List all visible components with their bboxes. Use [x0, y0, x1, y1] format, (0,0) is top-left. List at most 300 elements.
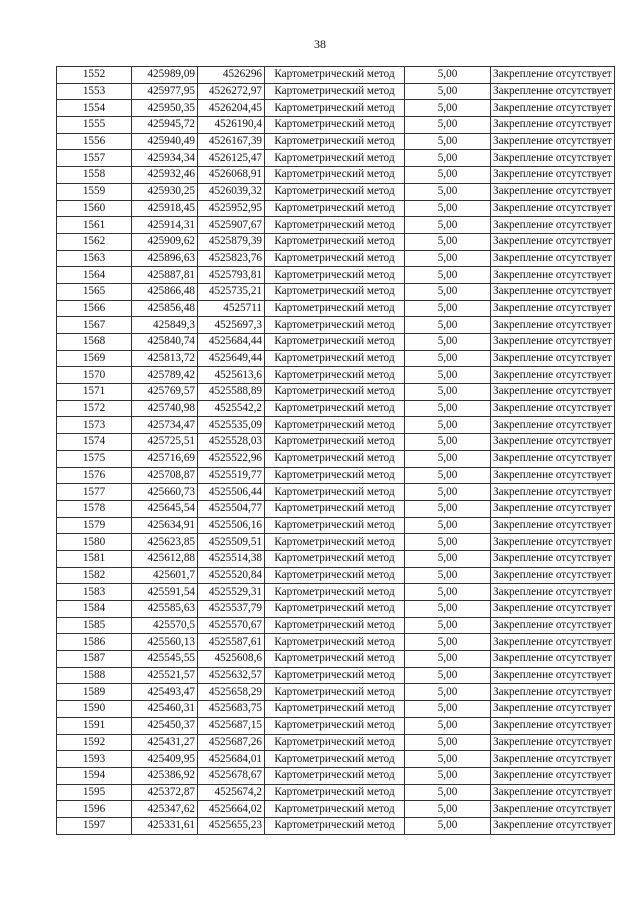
fixation-cell: Закрепление отсутствует [491, 400, 615, 417]
x-coordinate-cell: 425560,13 [132, 634, 198, 651]
table-row [57, 200, 615, 217]
y-coordinate-cell: 4525504,77 [198, 500, 265, 517]
point-number-cell: 1595 [57, 784, 132, 801]
point-number-cell: 1560 [57, 200, 132, 217]
fixation-cell: Закрепление отсутствует [491, 767, 615, 784]
point-number-cell: 1559 [57, 183, 132, 200]
method-cell: Картометрический метод [265, 784, 405, 801]
precision-cell: 5,00 [405, 83, 491, 100]
y-coordinate-cell: 4525655,23 [198, 817, 265, 834]
point-number-cell: 1576 [57, 467, 132, 484]
table-body [57, 67, 615, 835]
method-cell: Картометрический метод [265, 334, 405, 351]
point-number-cell: 1563 [57, 250, 132, 267]
point-number-cell: 1566 [57, 300, 132, 317]
table-row [57, 601, 615, 618]
precision-cell: 5,00 [405, 500, 491, 517]
fixation-cell: Закрепление отсутствует [491, 500, 615, 517]
point-number-cell: 1597 [57, 817, 132, 834]
y-coordinate-cell: 4525632,57 [198, 667, 265, 684]
x-coordinate-cell: 425950,35 [132, 100, 198, 117]
method-cell: Картометрический метод [265, 283, 405, 300]
table-row [57, 250, 615, 267]
table-row [57, 617, 615, 634]
point-number-cell: 1558 [57, 167, 132, 184]
table-row [57, 117, 615, 134]
fixation-cell: Закрепление отсутствует [491, 434, 615, 451]
precision-cell: 5,00 [405, 617, 491, 634]
table-row [57, 167, 615, 184]
x-coordinate-cell: 425769,57 [132, 384, 198, 401]
point-number-cell: 1565 [57, 283, 132, 300]
method-cell: Картометрический метод [265, 150, 405, 167]
table-row [57, 217, 615, 234]
method-cell: Картометрический метод [265, 267, 405, 284]
x-coordinate-cell: 425347,62 [132, 801, 198, 818]
precision-cell: 5,00 [405, 634, 491, 651]
y-coordinate-cell: 4525649,44 [198, 350, 265, 367]
x-coordinate-cell: 425372,87 [132, 784, 198, 801]
point-number-cell: 1585 [57, 617, 132, 634]
method-cell: Картометрический метод [265, 350, 405, 367]
x-coordinate-cell: 425896,63 [132, 250, 198, 267]
fixation-cell: Закрепление отсутствует [491, 567, 615, 584]
table-row [57, 317, 615, 334]
x-coordinate-cell: 425716,69 [132, 450, 198, 467]
table-row [57, 450, 615, 467]
x-coordinate-cell: 425634,91 [132, 517, 198, 534]
y-coordinate-cell: 4525683,75 [198, 701, 265, 718]
method-cell: Картометрический метод [265, 701, 405, 718]
method-cell: Картометрический метод [265, 617, 405, 634]
point-number-cell: 1581 [57, 550, 132, 567]
y-coordinate-cell: 4525879,39 [198, 233, 265, 250]
table-row [57, 817, 615, 834]
point-number-cell: 1562 [57, 233, 132, 250]
method-cell: Картометрический метод [265, 550, 405, 567]
method-cell: Картометрический метод [265, 417, 405, 434]
table-row [57, 634, 615, 651]
y-coordinate-cell: 4525519,77 [198, 467, 265, 484]
point-number-cell: 1574 [57, 434, 132, 451]
fixation-cell: Закрепление отсутствует [491, 317, 615, 334]
point-number-cell: 1582 [57, 567, 132, 584]
fixation-cell: Закрепление отсутствует [491, 651, 615, 668]
point-number-cell: 1578 [57, 500, 132, 517]
precision-cell: 5,00 [405, 150, 491, 167]
y-coordinate-cell: 4525514,38 [198, 550, 265, 567]
table-row [57, 334, 615, 351]
precision-cell: 5,00 [405, 584, 491, 601]
table-row [57, 534, 615, 551]
method-cell: Картометрический метод [265, 100, 405, 117]
table-row [57, 484, 615, 501]
table-row [57, 701, 615, 718]
fixation-cell: Закрепление отсутствует [491, 117, 615, 134]
fixation-cell: Закрепление отсутствует [491, 450, 615, 467]
y-coordinate-cell: 4525537,79 [198, 601, 265, 618]
table-row [57, 801, 615, 818]
fixation-cell: Закрепление отсутствует [491, 817, 615, 834]
y-coordinate-cell: 4525522,96 [198, 450, 265, 467]
y-coordinate-cell: 4525793,81 [198, 267, 265, 284]
fixation-cell: Закрепление отсутствует [491, 300, 615, 317]
point-number-cell: 1570 [57, 367, 132, 384]
precision-cell: 5,00 [405, 784, 491, 801]
precision-cell: 5,00 [405, 450, 491, 467]
x-coordinate-cell: 425409,95 [132, 751, 198, 768]
fixation-cell: Закрепление отсутствует [491, 584, 615, 601]
method-cell: Картометрический метод [265, 517, 405, 534]
table-row [57, 434, 615, 451]
precision-cell: 5,00 [405, 267, 491, 284]
precision-cell: 5,00 [405, 217, 491, 234]
x-coordinate-cell: 425585,63 [132, 601, 198, 618]
y-coordinate-cell: 4526167,39 [198, 133, 265, 150]
method-cell: Картометрический метод [265, 751, 405, 768]
point-number-cell: 1552 [57, 67, 132, 84]
x-coordinate-cell: 425493,47 [132, 684, 198, 701]
precision-cell: 5,00 [405, 601, 491, 618]
y-coordinate-cell: 4525664,02 [198, 801, 265, 818]
precision-cell: 5,00 [405, 734, 491, 751]
y-coordinate-cell: 4525506,16 [198, 517, 265, 534]
precision-cell: 5,00 [405, 767, 491, 784]
method-cell: Картометрический метод [265, 601, 405, 618]
coordinates-table [56, 66, 615, 835]
precision-cell: 5,00 [405, 334, 491, 351]
table-row [57, 150, 615, 167]
fixation-cell: Закрепление отсутствует [491, 183, 615, 200]
precision-cell: 5,00 [405, 684, 491, 701]
y-coordinate-cell: 4525535,09 [198, 417, 265, 434]
precision-cell: 5,00 [405, 67, 491, 84]
method-cell: Картометрический метод [265, 67, 405, 84]
x-coordinate-cell: 425612,88 [132, 550, 198, 567]
fixation-cell: Закрепление отсутствует [491, 150, 615, 167]
fixation-cell: Закрепление отсутствует [491, 684, 615, 701]
x-coordinate-cell: 425331,61 [132, 817, 198, 834]
table-row [57, 784, 615, 801]
method-cell: Картометрический метод [265, 133, 405, 150]
method-cell: Картометрический метод [265, 317, 405, 334]
point-number-cell: 1592 [57, 734, 132, 751]
precision-cell: 5,00 [405, 400, 491, 417]
precision-cell: 5,00 [405, 484, 491, 501]
point-number-cell: 1575 [57, 450, 132, 467]
method-cell: Картометрический метод [265, 183, 405, 200]
x-coordinate-cell: 425570,5 [132, 617, 198, 634]
method-cell: Картометрический метод [265, 567, 405, 584]
table-row [57, 350, 615, 367]
table-row [57, 384, 615, 401]
point-number-cell: 1568 [57, 334, 132, 351]
fixation-cell: Закрепление отсутствует [491, 717, 615, 734]
x-coordinate-cell: 425660,73 [132, 484, 198, 501]
x-coordinate-cell: 425431,27 [132, 734, 198, 751]
table-row [57, 500, 615, 517]
y-coordinate-cell: 4526296 [198, 67, 265, 84]
method-cell: Картометрический метод [265, 767, 405, 784]
method-cell: Картометрический метод [265, 200, 405, 217]
fixation-cell: Закрепление отсутствует [491, 67, 615, 84]
precision-cell: 5,00 [405, 667, 491, 684]
y-coordinate-cell: 4525570,67 [198, 617, 265, 634]
table-row [57, 100, 615, 117]
y-coordinate-cell: 4526272,97 [198, 83, 265, 100]
point-number-cell: 1556 [57, 133, 132, 150]
fixation-cell: Закрепление отсутствует [491, 550, 615, 567]
point-number-cell: 1573 [57, 417, 132, 434]
table-row [57, 651, 615, 668]
x-coordinate-cell: 425645,54 [132, 500, 198, 517]
precision-cell: 5,00 [405, 550, 491, 567]
y-coordinate-cell: 4525528,03 [198, 434, 265, 451]
fixation-cell: Закрепление отсутствует [491, 384, 615, 401]
precision-cell: 5,00 [405, 300, 491, 317]
table-row [57, 233, 615, 250]
point-number-cell: 1586 [57, 634, 132, 651]
x-coordinate-cell: 425909,62 [132, 233, 198, 250]
method-cell: Картометрический метод [265, 250, 405, 267]
y-coordinate-cell: 4525658,29 [198, 684, 265, 701]
point-number-cell: 1557 [57, 150, 132, 167]
point-number-cell: 1553 [57, 83, 132, 100]
x-coordinate-cell: 425856,48 [132, 300, 198, 317]
method-cell: Картометрический метод [265, 651, 405, 668]
x-coordinate-cell: 425914,31 [132, 217, 198, 234]
method-cell: Картометрический метод [265, 717, 405, 734]
point-number-cell: 1580 [57, 534, 132, 551]
method-cell: Картометрический метод [265, 584, 405, 601]
table-row [57, 400, 615, 417]
fixation-cell: Закрепление отсутствует [491, 517, 615, 534]
point-number-cell: 1555 [57, 117, 132, 134]
precision-cell: 5,00 [405, 801, 491, 818]
y-coordinate-cell: 4525711 [198, 300, 265, 317]
fixation-cell: Закрепление отсутствует [491, 634, 615, 651]
table-row [57, 83, 615, 100]
x-coordinate-cell: 425521,57 [132, 667, 198, 684]
x-coordinate-cell: 425734,47 [132, 417, 198, 434]
x-coordinate-cell: 425623,85 [132, 534, 198, 551]
point-number-cell: 1583 [57, 584, 132, 601]
method-cell: Картометрический метод [265, 384, 405, 401]
point-number-cell: 1554 [57, 100, 132, 117]
x-coordinate-cell: 425708,87 [132, 467, 198, 484]
precision-cell: 5,00 [405, 717, 491, 734]
y-coordinate-cell: 4525509,51 [198, 534, 265, 551]
precision-cell: 5,00 [405, 817, 491, 834]
y-coordinate-cell: 4526068,91 [198, 167, 265, 184]
x-coordinate-cell: 425591,54 [132, 584, 198, 601]
method-cell: Картометрический метод [265, 367, 405, 384]
method-cell: Картометрический метод [265, 684, 405, 701]
precision-cell: 5,00 [405, 534, 491, 551]
fixation-cell: Закрепление отсутствует [491, 751, 615, 768]
x-coordinate-cell: 425930,25 [132, 183, 198, 200]
point-number-cell: 1593 [57, 751, 132, 768]
table-row [57, 550, 615, 567]
fixation-cell: Закрепление отсутствует [491, 233, 615, 250]
fixation-cell: Закрепление отсутствует [491, 467, 615, 484]
y-coordinate-cell: 4525735,21 [198, 283, 265, 300]
fixation-cell: Закрепление отсутствует [491, 601, 615, 618]
precision-cell: 5,00 [405, 250, 491, 267]
method-cell: Картометрический метод [265, 534, 405, 551]
fixation-cell: Закрепление отсутствует [491, 200, 615, 217]
fixation-cell: Закрепление отсутствует [491, 367, 615, 384]
precision-cell: 5,00 [405, 117, 491, 134]
precision-cell: 5,00 [405, 567, 491, 584]
table-row [57, 567, 615, 584]
method-cell: Картометрический метод [265, 484, 405, 501]
table-row [57, 684, 615, 701]
point-number-cell: 1567 [57, 317, 132, 334]
precision-cell: 5,00 [405, 751, 491, 768]
x-coordinate-cell: 425977,95 [132, 83, 198, 100]
y-coordinate-cell: 4525697,3 [198, 317, 265, 334]
precision-cell: 5,00 [405, 100, 491, 117]
point-number-cell: 1572 [57, 400, 132, 417]
x-coordinate-cell: 425918,45 [132, 200, 198, 217]
precision-cell: 5,00 [405, 467, 491, 484]
fixation-cell: Закрепление отсутствует [491, 217, 615, 234]
fixation-cell: Закрепление отсутствует [491, 784, 615, 801]
table-row [57, 183, 615, 200]
table-row [57, 267, 615, 284]
method-cell: Картометрический метод [265, 167, 405, 184]
table-row [57, 283, 615, 300]
method-cell: Картометрический метод [265, 83, 405, 100]
method-cell: Картометрический метод [265, 734, 405, 751]
fixation-cell: Закрепление отсутствует [491, 350, 615, 367]
method-cell: Картометрический метод [265, 450, 405, 467]
x-coordinate-cell: 425789,42 [132, 367, 198, 384]
method-cell: Картометрический метод [265, 217, 405, 234]
y-coordinate-cell: 4525687,15 [198, 717, 265, 734]
precision-cell: 5,00 [405, 651, 491, 668]
fixation-cell: Закрепление отсутствует [491, 334, 615, 351]
x-coordinate-cell: 425945,72 [132, 117, 198, 134]
precision-cell: 5,00 [405, 350, 491, 367]
fixation-cell: Закрепление отсутствует [491, 617, 615, 634]
y-coordinate-cell: 4525674,2 [198, 784, 265, 801]
table-row [57, 717, 615, 734]
fixation-cell: Закрепление отсутствует [491, 417, 615, 434]
y-coordinate-cell: 4525529,31 [198, 584, 265, 601]
precision-cell: 5,00 [405, 283, 491, 300]
table-row [57, 667, 615, 684]
precision-cell: 5,00 [405, 367, 491, 384]
precision-cell: 5,00 [405, 517, 491, 534]
x-coordinate-cell: 425813,72 [132, 350, 198, 367]
table-row [57, 767, 615, 784]
precision-cell: 5,00 [405, 384, 491, 401]
x-coordinate-cell: 425989,09 [132, 67, 198, 84]
precision-cell: 5,00 [405, 233, 491, 250]
y-coordinate-cell: 4525587,61 [198, 634, 265, 651]
method-cell: Картометрический метод [265, 233, 405, 250]
y-coordinate-cell: 4525952,95 [198, 200, 265, 217]
method-cell: Картометрический метод [265, 817, 405, 834]
precision-cell: 5,00 [405, 317, 491, 334]
precision-cell: 5,00 [405, 183, 491, 200]
y-coordinate-cell: 4526204,45 [198, 100, 265, 117]
table-row [57, 467, 615, 484]
table-row [57, 584, 615, 601]
y-coordinate-cell: 4526190,4 [198, 117, 265, 134]
y-coordinate-cell: 4525687,26 [198, 734, 265, 751]
fixation-cell: Закрепление отсутствует [491, 100, 615, 117]
y-coordinate-cell: 4525506,44 [198, 484, 265, 501]
method-cell: Картометрический метод [265, 634, 405, 651]
y-coordinate-cell: 4525684,44 [198, 334, 265, 351]
x-coordinate-cell: 425932,46 [132, 167, 198, 184]
y-coordinate-cell: 4525684,01 [198, 751, 265, 768]
precision-cell: 5,00 [405, 133, 491, 150]
x-coordinate-cell: 425934,34 [132, 150, 198, 167]
point-number-cell: 1587 [57, 651, 132, 668]
y-coordinate-cell: 4525542,2 [198, 400, 265, 417]
fixation-cell: Закрепление отсутствует [491, 701, 615, 718]
x-coordinate-cell: 425866,48 [132, 283, 198, 300]
x-coordinate-cell: 425840,74 [132, 334, 198, 351]
x-coordinate-cell: 425450,37 [132, 717, 198, 734]
table-row [57, 367, 615, 384]
x-coordinate-cell: 425740,98 [132, 400, 198, 417]
y-coordinate-cell: 4525823,76 [198, 250, 265, 267]
method-cell: Картометрический метод [265, 467, 405, 484]
y-coordinate-cell: 4526125,47 [198, 150, 265, 167]
precision-cell: 5,00 [405, 167, 491, 184]
fixation-cell: Закрепление отсутствует [491, 534, 615, 551]
point-number-cell: 1589 [57, 684, 132, 701]
x-coordinate-cell: 425887,81 [132, 267, 198, 284]
y-coordinate-cell: 4525678,67 [198, 767, 265, 784]
y-coordinate-cell: 4525613,6 [198, 367, 265, 384]
fixation-cell: Закрепление отсутствует [491, 250, 615, 267]
x-coordinate-cell: 425725,51 [132, 434, 198, 451]
fixation-cell: Закрепление отсутствует [491, 484, 615, 501]
y-coordinate-cell: 4525608,6 [198, 651, 265, 668]
x-coordinate-cell: 425601,7 [132, 567, 198, 584]
point-number-cell: 1594 [57, 767, 132, 784]
fixation-cell: Закрепление отсутствует [491, 801, 615, 818]
x-coordinate-cell: 425849,3 [132, 317, 198, 334]
y-coordinate-cell: 4525520,84 [198, 567, 265, 584]
y-coordinate-cell: 4525907,67 [198, 217, 265, 234]
point-number-cell: 1564 [57, 267, 132, 284]
method-cell: Картометрический метод [265, 117, 405, 134]
table-row [57, 751, 615, 768]
table-row [57, 517, 615, 534]
fixation-cell: Закрепление отсутствует [491, 267, 615, 284]
point-number-cell: 1584 [57, 601, 132, 618]
table-row [57, 133, 615, 150]
x-coordinate-cell: 425940,49 [132, 133, 198, 150]
page-number: 38 [314, 37, 326, 51]
point-number-cell: 1591 [57, 717, 132, 734]
point-number-cell: 1569 [57, 350, 132, 367]
fixation-cell: Закрепление отсутствует [491, 734, 615, 751]
point-number-cell: 1561 [57, 217, 132, 234]
point-number-cell: 1571 [57, 384, 132, 401]
fixation-cell: Закрепление отсутствует [491, 283, 615, 300]
method-cell: Картометрический метод [265, 300, 405, 317]
fixation-cell: Закрепление отсутствует [491, 167, 615, 184]
precision-cell: 5,00 [405, 417, 491, 434]
